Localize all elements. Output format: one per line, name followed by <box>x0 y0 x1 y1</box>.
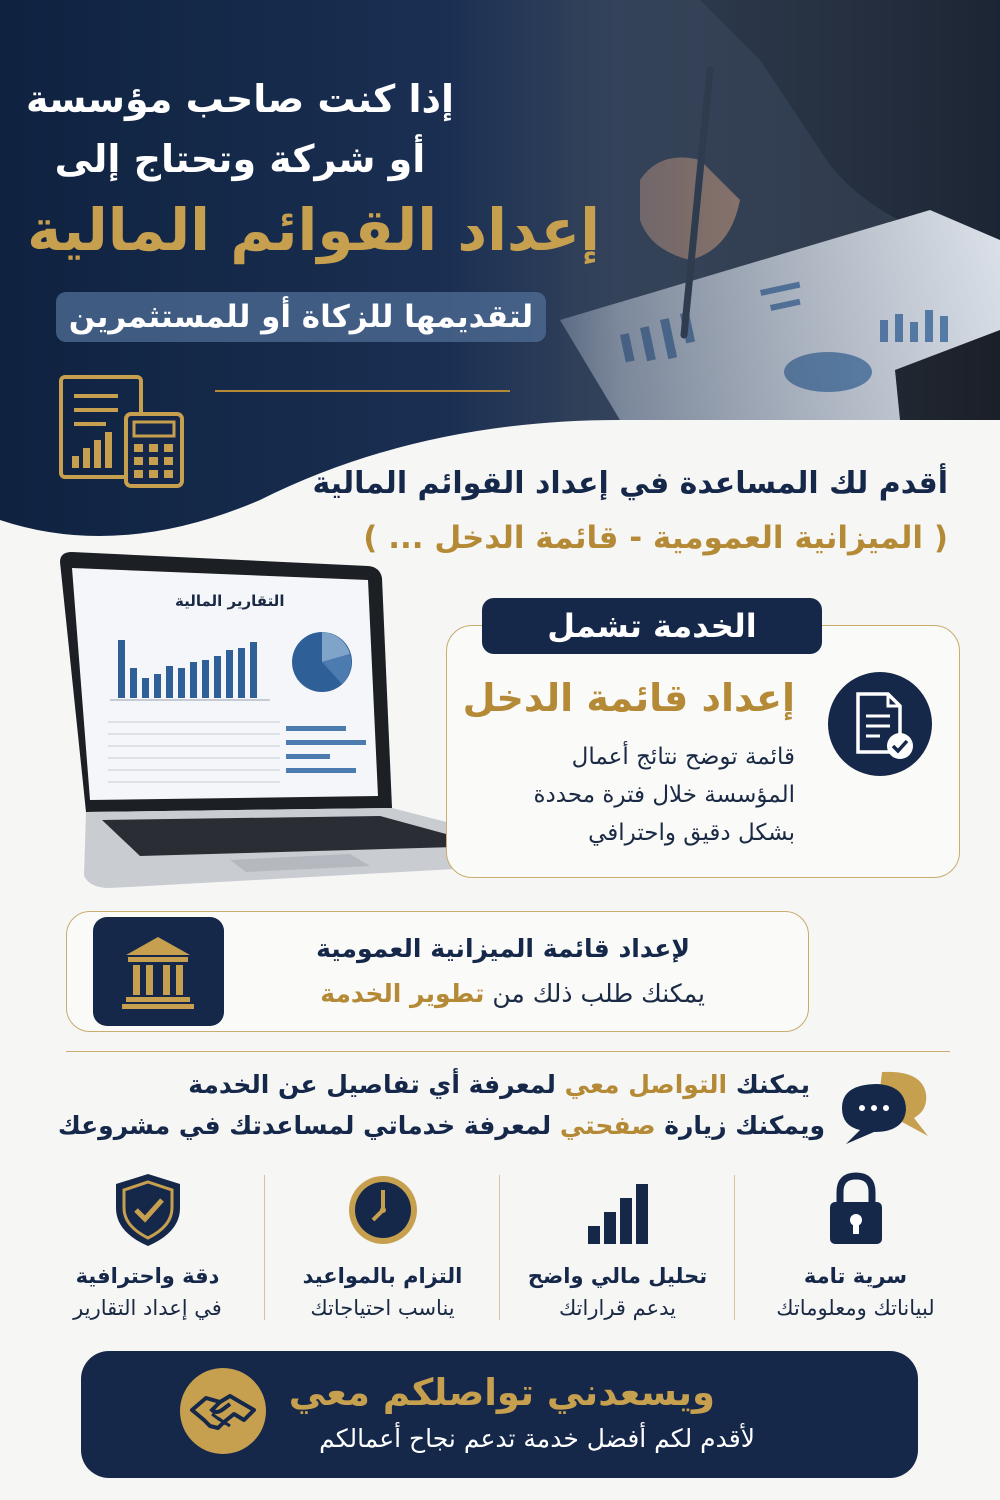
feature-title: التزام بالمواعيد <box>302 1264 463 1288</box>
feature-title: تحليل مالي واضح <box>527 1264 708 1288</box>
feature-analysis <box>500 1170 735 1320</box>
service-desc-line-2: المؤسسة خلال فترة محددة <box>533 782 795 808</box>
intro-line-1: أقدم لك المساعدة في إعداد القوائم المالية <box>312 466 948 501</box>
intro-line-2: ( الميزانية العمومية - قائمة الدخل ... ) <box>363 520 948 556</box>
service-title: إعداد قائمة الدخل <box>462 676 795 720</box>
lock-icon <box>816 1170 896 1250</box>
contact-line-1 <box>188 1070 810 1099</box>
contact-line-2 <box>58 1111 825 1140</box>
feature-sub: يناسب احتياجاتك <box>310 1296 455 1320</box>
feature-accuracy <box>30 1170 265 1320</box>
handshake-icon <box>180 1368 266 1454</box>
document-check-icon <box>828 672 932 776</box>
feature-title: دقة واحترافية <box>75 1264 220 1288</box>
contact-l2-a: ويمكنك زيارة <box>655 1111 825 1140</box>
shield-check-icon <box>108 1170 188 1250</box>
contact-l1-a: يمكنك <box>727 1070 810 1099</box>
bank-icon <box>93 917 224 1026</box>
hero-subtitle: لتقديمها للزكاة أو للمستثمرين <box>56 292 546 342</box>
service-header: الخدمة تشمل <box>482 598 822 654</box>
feature-title: سرية تامة <box>803 1264 908 1288</box>
contact-l2-c: لمعرفة خدماتي لمساعدتك في مشروعك <box>57 1111 560 1140</box>
develop-service-link[interactable]: تطوير الخدمة <box>320 979 485 1008</box>
my-page-link[interactable]: صفحتي <box>559 1111 656 1140</box>
bar-chart-icon <box>578 1170 658 1250</box>
hero-divider <box>215 390 510 392</box>
footer-title: ويسعدني تواصلكم معي <box>288 1371 715 1414</box>
feature-sub: يدعم قراراتك <box>558 1296 677 1320</box>
clock-icon <box>343 1170 423 1250</box>
service-desc-line-3: بشكل دقيق واحترافي <box>588 820 795 846</box>
footer-subtitle: لأقدم لكم أفضل خدمة تدعم نجاح أعمالكم <box>319 1424 755 1453</box>
feature-confidentiality <box>738 1170 973 1320</box>
service-desc-line-1: قائمة توضح نتائج أعمال <box>571 744 795 770</box>
balance-sub-prefix: يمكنك طلب ذلك من <box>484 979 705 1008</box>
hero-title: إعداد القوائم المالية <box>27 196 600 264</box>
hero-line-2: أو شركة وتحتاج إلى <box>54 137 426 181</box>
balance-title: لإعداد قائمة الميزانية العمومية <box>316 934 690 963</box>
contact-me-link[interactable]: التواصل معي <box>564 1070 728 1099</box>
section-divider <box>66 1051 950 1052</box>
laptop-screen-title: التقارير المالية <box>175 592 285 610</box>
feature-sub: في إعداد التقارير <box>73 1296 222 1320</box>
contact-l1-c: لمعرفة أي تفاصيل عن الخدمة <box>188 1070 565 1099</box>
document-calculator-icon <box>58 374 186 490</box>
hero-line-1: إذا كنت صاحب مؤسسة <box>25 77 455 121</box>
feature-punctuality <box>265 1170 500 1320</box>
chat-bubbles-icon <box>838 1066 936 1148</box>
balance-subtitle <box>320 979 705 1008</box>
feature-sub: لبياناتك ومعلوماتك <box>776 1296 935 1320</box>
